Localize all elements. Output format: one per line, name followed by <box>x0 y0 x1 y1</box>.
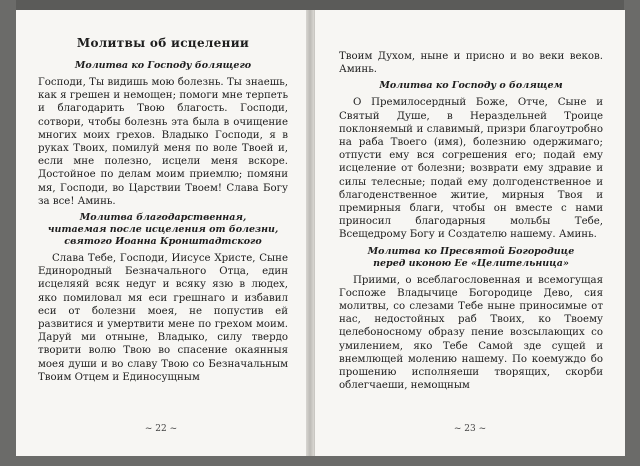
heading-line: Молитва благодарственная, <box>79 212 247 224</box>
page-number-right: ~ 23 ~ <box>453 424 487 434</box>
prayer-text-2: Слава Тебе, Господи, Иисусе Христе, Сыне Единородный Безначального Отца, един исцеляяй всяк недуг и всяку язю в людех, яко помиловал мя еси грешнаго и избавил еси от болезни моея, не попустив ей развитися и умертвити мене по грехом моим. Даруй ми отныне, Владыко, силу твердо творити волю Твою во спасение окаянныя моея души и во славу Твою со Безначальным Твоим Отцем и Единосущным <box>38 253 288 383</box>
left-page-content <box>38 36 288 388</box>
prayer-text-3: О Премилосердный Боже, Отче, Сыне и Святый Душе, в Нераздельней Троице поклоняемый и славимый, призри благоутробно на раба Твоего (имя), болезнию одержимаго; отпусти ему вся согрешения его; подай ему исцеление от болезни; возврати ему здравие и силы телесные; подай ему долгоденственное и благоденственное житие, мирныя Твоя и премирныя благи, чтобы он вместе с нами приносил благодарныя мольбы Тебе, Всещедрому Богу и Создателю нашему. Аминь. <box>339 97 603 241</box>
prayer-heading-4 <box>339 246 603 270</box>
prayer-text: Господи, Ты видишь мою болезнь. Ты знаешь, как я грешен и немощен; помоги мне терпеть и благодарить Твою благость. Господи, сотвори, чтобы болезнь эта была в очищение многих моих грехов. Владыко Господи, я в руках Твоих, помилуй меня по воле Твоей и, если мне полезно, исцели меня вскоре. Достойное по делам моим приемлю; помяни мя, Господи, во Царствии Твоем! Слава Богу за все! Аминь. <box>38 77 288 207</box>
heading-line: святого Иоанна Кронштадтского <box>64 236 262 248</box>
prayer-heading: Молитва ко Господу болящего <box>74 60 252 71</box>
right-page <box>314 10 625 456</box>
background-shadow <box>16 0 624 10</box>
prayer-heading-2 <box>38 212 288 248</box>
book-gutter <box>306 10 314 456</box>
right-page-content <box>339 50 603 396</box>
carry-over-text: Твоим Духом, ныне и присно и во веки веков. Аминь. <box>339 51 603 76</box>
heading-line: читаемая после исцеления от болезни, <box>47 224 279 236</box>
booklet-spread <box>16 10 624 456</box>
section-title: Молитвы об исцелении <box>76 36 250 50</box>
prayer-text-4: Приими, о всеблагословенная и всемогущая Госпоже Владычице Богородице Дево, сия молитвы, со слезами Тебе ныне приносимые от нас, недостойных раб Твоих, ко Твоему целебоносному образу пение возсылающих со умилением, яко Тебе Самой зде сущей и внемлющей молению нашему. По коемуждо бо прошению исполняеши творящих, скорби облегчаеши, немощным <box>339 274 603 392</box>
left-page <box>16 10 307 456</box>
heading-line: перед иконою Ее «Целительница» <box>373 257 569 269</box>
heading-line: Молитва ко Пресвятой Богородице <box>367 245 575 257</box>
page-number-left: ~ 22 ~ <box>144 424 178 434</box>
prayer-heading-3: Молитва ко Господу о болящем <box>379 80 563 92</box>
